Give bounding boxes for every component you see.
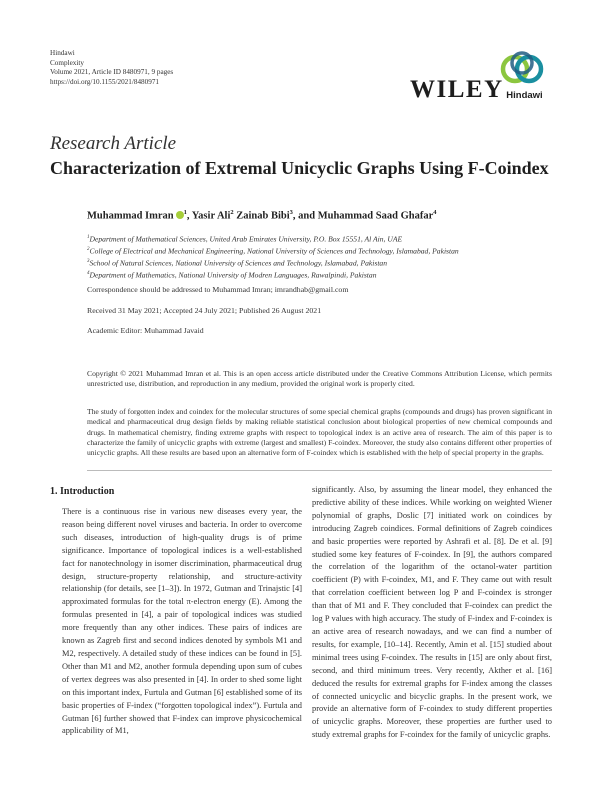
- author-name: Muhammad Imran: [87, 210, 174, 222]
- logo-ring-navy: [512, 53, 532, 73]
- publisher-name: Hindawi: [50, 49, 75, 57]
- author-affiliation-number: 4: [433, 209, 437, 216]
- abstract: The study of forgotten index and coindex for the molecular structures of some special chemical graphs (compounds and drugs) has proven significant in medical and pharmaceutical drug design fields by making reliable statistical conclusion about biological properties of new chemical compounds and drugs. In mathematical chemistry, finding extreme graphs with respect to topological index is an active area of research. The aim of this paper is to characterize the family of unicyclic graphs with extreme (largest and smallest) F-coindex. Moreover, the study also contains different other properties of unicyclic graphs. All these results are based upon an alternative form of F-coindex which is established with the help of special property in the graphs.: [87, 407, 552, 458]
- correspondence-note: Correspondence should be addressed to Muhammad Imran; imrandhab@gmail.com: [87, 285, 349, 294]
- author-name: Zainab Bibi: [236, 210, 290, 222]
- affiliations: [87, 233, 459, 281]
- affiliation-item: $^3$School of Natural Sciences, National University of Sciences and Technology, Islamabad, Pakistan: [87, 258, 388, 268]
- affiliation-item: $^2$College of Electrical and Mechanical Engineering, National University of Sciences and Technology, Islamabad, Pakistan: [87, 246, 459, 256]
- article-dates: Received 31 May 2021; Accepted 24 July 2021; Published 26 August 2021: [87, 306, 322, 315]
- hindawi-wordmark: Hindawi: [506, 90, 543, 101]
- section-heading: 1. Introduction: [50, 486, 115, 497]
- orcid-icon[interactable]: [176, 211, 184, 219]
- author-conjunction: and: [298, 210, 318, 222]
- academic-editor: Academic Editor: Muhammad Javaid: [87, 326, 204, 335]
- article-title: Characterization of Extremal Unicyclic Graphs Using F-Coindex: [50, 158, 549, 178]
- copyright-notice: Copyright © 2021 Muhammad Imran et al. This is an open access article distributed under the Creative Commons Attribution License, which permits unrestricted use, distribution, and reproduction in any medium, provided the original work is properly cited.: [87, 369, 552, 389]
- volume-info: Volume 2021, Article ID 8480971, 9 pages: [50, 68, 174, 77]
- author-name: Yasir Ali: [191, 210, 231, 222]
- section-divider: [87, 470, 552, 471]
- author-list: Muhammad Imran $^1$, Yasir Ali$^2$ Zainab Bibi$^3$, and Muhammad Saad Ghafar$^4$: [87, 209, 437, 222]
- journal-name: Complexity: [50, 58, 84, 67]
- affiliation-item: $^4$Department of Mathematics, National University of Modren Languages, Rawalpindi, Pakistan: [87, 270, 377, 280]
- author-name: Muhammad Saad Ghafar: [317, 210, 434, 222]
- affiliation-item: $^1$Department of Mathematical Sciences, United Arab Emirates University, P.O. Box 15551, Al Ain, UAE: [87, 234, 403, 244]
- body-column-right: significantly. Also, by assuming the linear model, they enhanced the predictive ability of these indices. While working on weighted Wiener polynomial of graphs, Doslic [7] initiated work on coindices by introducing Zagreb coindices. Formal definitions of Zagreb coindices and basic properties were reported by Ashrafi et al. [8]. De et al. [9] studied some key features of F-coindex. In [9], the authors compared the correlation of the logarithm of the octanol-water partition coefficient (P) with F-coindex, M1, and F. They came out with result that correlation coefficient between log P and F-coindex is stronger than that of M1 and F. They concluded that F-coindex can predict the log P values with high accuracy. The study of F-index and F-coindex is an active area of research nowadays, and we can find a number of results, for example, [10–14]. Recently, Amin et al. [15] studied about minimal trees using F-coindex. The results in [15] are only about first, second, and third minimum trees. Very recently, Akther et al. [16] deduced the results for extremal graphs for F-index among the classes of connected unicyclic and bicyclic graphs. In the present work, we provide an alternative form of F-coindex to study different properties of unicyclic graphs. Moreover, these properties are further used to study extremal graphs for F-coindex for the family of unicyclic graphs.: [312, 485, 552, 740]
- doi-link[interactable]: https://doi.org/10.1155/2021/8480971: [50, 77, 160, 86]
- hindawi-logo-icon: [497, 48, 547, 88]
- article-type: Research Article: [50, 133, 177, 154]
- author-affiliation-number: 1: [183, 209, 187, 216]
- journal-metadata: [50, 49, 173, 87]
- wiley-logo: WILEY: [410, 76, 504, 103]
- body-column-left: There is a continuous rise in various new diseases every year, the reason being different novel viruses and bacteria. In order to overcome such diseases, introduction of high-quality drugs is of prime significance. Importance of topological indices is a well-established fact for nanotechnology in isomer discrimination, pharmaceutical drug design, structure-property relationship, and structure-activity relationship (for details, see [1–3]). In 1972, Gutman and Trinajstic [4] approximated formulas for the total π-electron energy (E). Among the formulas presented in [4], a pair of topological indices was studied more frequently than any other indices. These pairs of indices are known as Zagreb first and second indices denoted by symbols M1 and M2, respectively. A detailed study of these indices can be found in [5]. Other than M1 and M2, another formula depending upon sum of cubes of vertex degrees was also presented in [4]. In order to shed some light on this important index, Furtula and Gutman [6] established some of its basic properties of F-index (“forgotten topological index”). Furtula and Gutman [6] further showed that F-index can improve physicochemical applicability of M1,: [62, 507, 302, 736]
- author-affiliation-number: 2: [230, 209, 234, 216]
- author-affiliation-number: 3: [289, 209, 293, 216]
